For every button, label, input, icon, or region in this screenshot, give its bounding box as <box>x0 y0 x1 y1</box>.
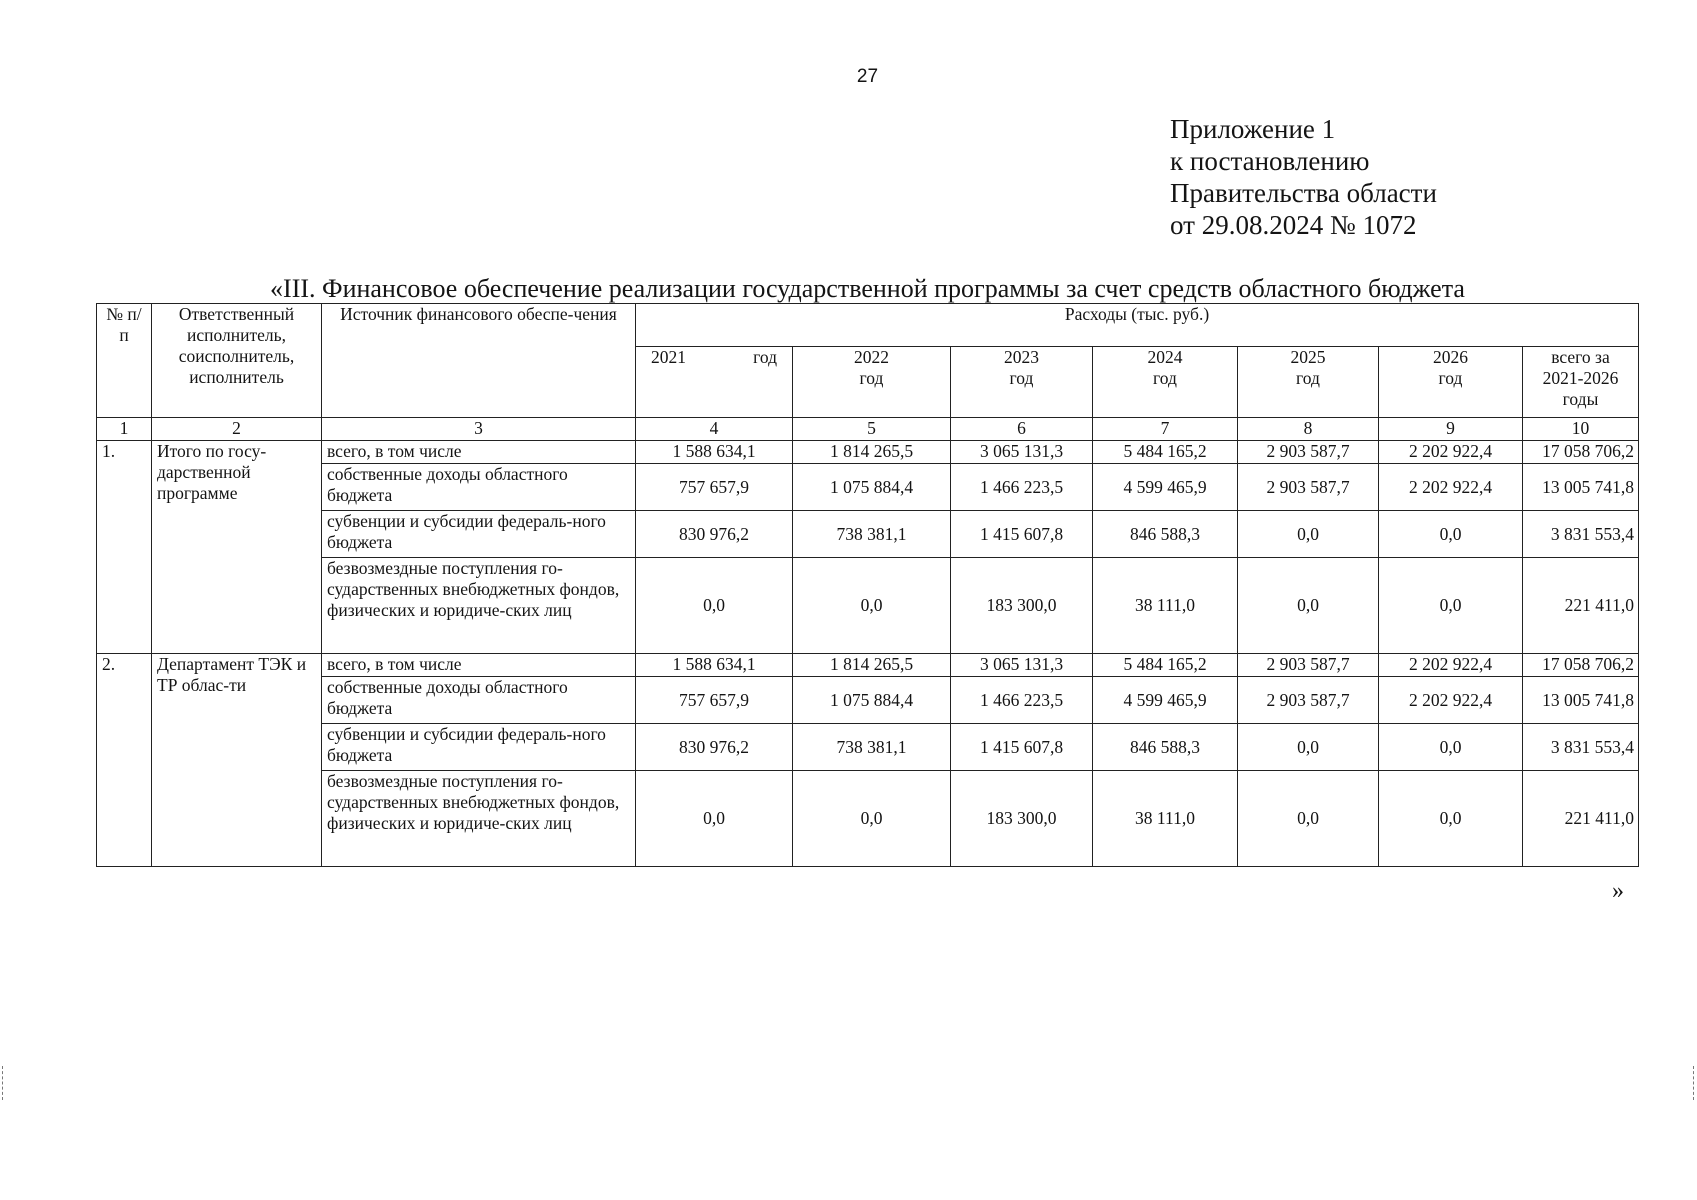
value-cell: 830 976,2 <box>636 511 793 558</box>
value-cell: 2 202 922,4 <box>1379 677 1523 724</box>
col-number: 10 <box>1523 418 1639 441</box>
value-cell: 1 075 884,4 <box>793 677 951 724</box>
value-cell: 757 657,9 <box>636 677 793 724</box>
value-cell: 738 381,1 <box>793 511 951 558</box>
value-cell: 183 300,0 <box>951 771 1093 867</box>
value-cell: 738 381,1 <box>793 724 951 771</box>
value-cell: 4 599 465,9 <box>1093 677 1238 724</box>
annex-line-2: к постановлению <box>1170 146 1370 176</box>
value-cell: 221 411,0 <box>1523 558 1639 654</box>
value-cell: 183 300,0 <box>951 558 1093 654</box>
table-row <box>97 441 1639 464</box>
header-num: № п/п <box>97 304 152 418</box>
value-cell: 2 202 922,4 <box>1379 654 1523 677</box>
col-number: 8 <box>1238 418 1379 441</box>
value-cell: 38 111,0 <box>1093 771 1238 867</box>
annex-line-3: Правительства области <box>1170 178 1437 208</box>
annex-line-1: Приложение 1 <box>1170 114 1336 144</box>
row-responsible: Итого по госу-дарственной программе <box>152 441 322 654</box>
value-cell: 0,0 <box>1238 771 1379 867</box>
row-source: безвозмездные поступления го-сударственных внебюджетных фондов, физических и юридиче-ских лиц <box>322 558 636 654</box>
value-cell: 0,0 <box>1379 511 1523 558</box>
value-cell: 1 588 634,1 <box>636 441 793 464</box>
value-cell: 1 466 223,5 <box>951 464 1093 511</box>
value-cell: 2 903 587,7 <box>1238 441 1379 464</box>
col-number: 9 <box>1379 418 1523 441</box>
value-cell: 1 588 634,1 <box>636 654 793 677</box>
row-source: всего, в том числе <box>322 441 636 464</box>
value-cell: 3 831 553,4 <box>1523 511 1639 558</box>
col-number: 2 <box>152 418 322 441</box>
value-cell: 1 814 265,5 <box>793 441 951 464</box>
table-row <box>97 724 1639 771</box>
value-cell: 0,0 <box>793 558 951 654</box>
value-cell: 1 415 607,8 <box>951 724 1093 771</box>
row-num: 2. <box>97 654 152 867</box>
annex-line-4: от 29.08.2024 № 1072 <box>1170 210 1417 240</box>
value-cell: 2 202 922,4 <box>1379 441 1523 464</box>
value-cell: 1 814 265,5 <box>793 654 951 677</box>
value-cell: 0,0 <box>636 558 793 654</box>
value-cell: 2 202 922,4 <box>1379 464 1523 511</box>
value-cell: 0,0 <box>1238 724 1379 771</box>
table-row <box>97 771 1639 867</box>
row-source: безвозмездные поступления го-сударственных внебюджетных фондов, физических и юридиче-ских лиц <box>322 771 636 867</box>
header-year-2024: 2024 год <box>1093 347 1238 418</box>
row-source: собственные доходы областного бюджета <box>322 464 636 511</box>
value-cell: 0,0 <box>1238 558 1379 654</box>
col-number: 4 <box>636 418 793 441</box>
header-year-2023: 2023 год <box>951 347 1093 418</box>
value-cell: 0,0 <box>1238 511 1379 558</box>
value-cell: 5 484 165,2 <box>1093 441 1238 464</box>
value-cell: 3 065 131,3 <box>951 441 1093 464</box>
row-num: 1. <box>97 441 152 654</box>
value-cell: 0,0 <box>1379 724 1523 771</box>
value-cell: 13 005 741,8 <box>1523 677 1639 724</box>
row-source: всего, в том числе <box>322 654 636 677</box>
value-cell: 3 065 131,3 <box>951 654 1093 677</box>
row-source: собственные доходы областного бюджета <box>322 677 636 724</box>
row-source: субвенции и субсидии федераль-ного бюджета <box>322 511 636 558</box>
header-responsible: Ответственный исполнитель, соисполнитель, исполнитель <box>152 304 322 418</box>
table-row <box>97 677 1639 724</box>
col-number: 7 <box>1093 418 1238 441</box>
col-number: 6 <box>951 418 1093 441</box>
value-cell: 0,0 <box>793 771 951 867</box>
table-row <box>97 464 1639 511</box>
annex-block <box>1170 113 1437 241</box>
table-row <box>97 558 1639 654</box>
value-cell: 1 466 223,5 <box>951 677 1093 724</box>
value-cell: 17 058 706,2 <box>1523 441 1639 464</box>
value-cell: 0,0 <box>1379 558 1523 654</box>
page-number: 27 <box>856 66 879 87</box>
header-year-2026: 2026 год <box>1379 347 1523 418</box>
table-row <box>97 654 1639 677</box>
col-number: 5 <box>793 418 951 441</box>
row-responsible: Департамент ТЭК и ТР облас-ти <box>152 654 322 867</box>
header-total: всего за 2021-2026 годы <box>1523 347 1639 418</box>
header-source: Источник финансового обеспе-чения <box>322 304 636 418</box>
value-cell: 221 411,0 <box>1523 771 1639 867</box>
table-row <box>97 511 1639 558</box>
value-cell: 3 831 553,4 <box>1523 724 1639 771</box>
row-source: субвенции и субсидии федераль-ного бюджета <box>322 724 636 771</box>
value-cell: 846 588,3 <box>1093 511 1238 558</box>
value-cell: 1 415 607,8 <box>951 511 1093 558</box>
value-cell: 830 976,2 <box>636 724 793 771</box>
value-cell: 2 903 587,7 <box>1238 677 1379 724</box>
scan-edge-mark-left <box>2 1066 4 1100</box>
value-cell: 1 075 884,4 <box>793 464 951 511</box>
value-cell: 2 903 587,7 <box>1238 654 1379 677</box>
value-cell: 0,0 <box>636 771 793 867</box>
value-cell: 2 903 587,7 <box>1238 464 1379 511</box>
value-cell: 5 484 165,2 <box>1093 654 1238 677</box>
value-cell: 17 058 706,2 <box>1523 654 1639 677</box>
financing-table <box>96 303 1639 867</box>
col-number: 3 <box>322 418 636 441</box>
header-year-2025: 2025 год <box>1238 347 1379 418</box>
header-expenses: Расходы (тыс. руб.) <box>636 304 1639 347</box>
value-cell: 0,0 <box>1379 771 1523 867</box>
value-cell: 846 588,3 <box>1093 724 1238 771</box>
column-numbers-row <box>97 418 1639 441</box>
scan-edge-mark-right <box>1693 1066 1695 1100</box>
header-year-2021: 2021 год <box>636 347 793 418</box>
header-year-2022: 2022 год <box>793 347 951 418</box>
value-cell: 38 111,0 <box>1093 558 1238 654</box>
value-cell: 13 005 741,8 <box>1523 464 1639 511</box>
table-title: «III. Финансовое обеспечение реализации государственной программы за счет средств областного бюджета <box>270 274 1465 303</box>
value-cell: 757 657,9 <box>636 464 793 511</box>
col-number: 1 <box>97 418 152 441</box>
closing-quote: » <box>1612 878 1624 904</box>
value-cell: 4 599 465,9 <box>1093 464 1238 511</box>
